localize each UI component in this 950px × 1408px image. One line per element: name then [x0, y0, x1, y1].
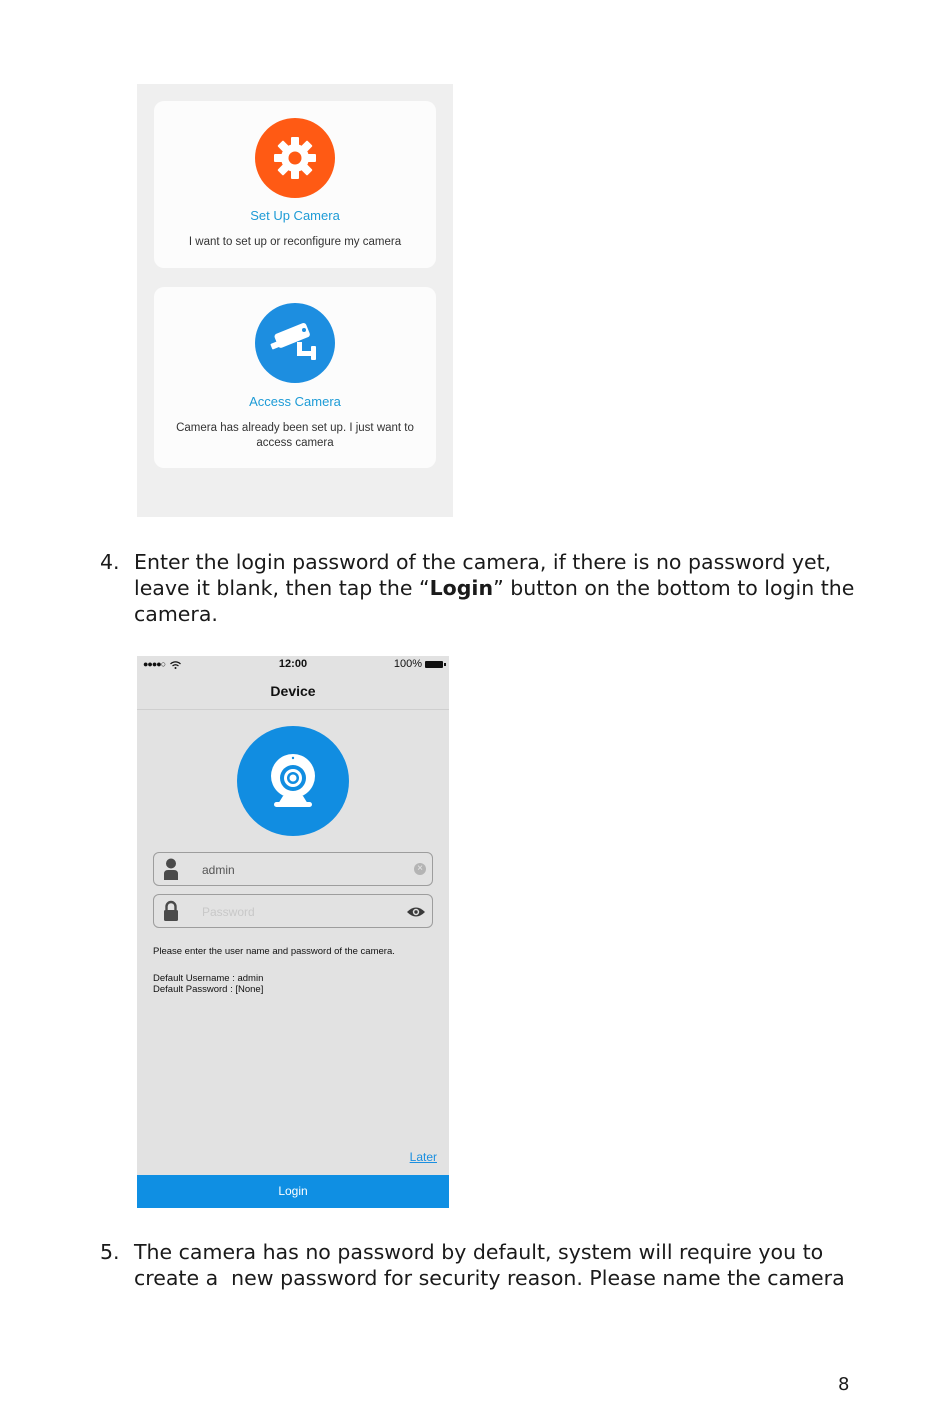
- nav-title: Device: [270, 683, 316, 699]
- access-camera-description: Camera has already been set up. I just want to access camera: [176, 422, 414, 449]
- step-number: 4.: [100, 550, 120, 574]
- show-password-eye-icon[interactable]: [406, 905, 426, 923]
- setup-camera-title: Set Up Camera: [250, 208, 340, 223]
- default-username-text: Default Username : admin: [153, 973, 264, 984]
- page-number: 8: [838, 1374, 850, 1395]
- username-field[interactable]: [153, 852, 433, 886]
- step-text: Enter the login password of the camera, if there is no password yet, leave it blank, then tap the “Login” button on the bottom to login the camera.: [134, 550, 855, 626]
- setup-camera-card[interactable]: [154, 101, 436, 268]
- clear-input-icon[interactable]: ×: [414, 863, 426, 875]
- login-hint-text: Please enter the user name and password of the camera.: [153, 946, 395, 957]
- access-camera-title: Access Camera: [249, 394, 341, 409]
- password-input[interactable]: [202, 902, 402, 922]
- default-credentials: [153, 973, 263, 995]
- signal-icon: ●●●●○: [143, 659, 181, 669]
- access-camera-card[interactable]: [154, 287, 436, 468]
- webcam-icon: [237, 726, 349, 836]
- camera-mode-screenshot: [137, 84, 453, 517]
- password-field[interactable]: [153, 894, 433, 928]
- battery-icon: [425, 661, 443, 668]
- login-button[interactable]: Login: [137, 1175, 449, 1208]
- username-input[interactable]: [202, 860, 402, 880]
- step-5-instruction: [100, 1239, 860, 1291]
- battery-percent: 100%: [393, 658, 422, 670]
- step-number: 5.: [100, 1240, 120, 1264]
- lock-icon: [163, 900, 179, 927]
- status-time: 12:00: [278, 658, 308, 670]
- setup-camera-description: I want to set up or reconfigure my camera: [188, 236, 402, 248]
- gear-icon: [255, 118, 335, 198]
- security-camera-icon: [255, 303, 335, 383]
- nav-divider: [137, 709, 449, 710]
- default-password-text: Default Password : [None]: [153, 984, 264, 995]
- device-login-screenshot: [137, 656, 449, 1208]
- status-bar: [137, 656, 449, 672]
- login-keyword: Login: [429, 576, 494, 600]
- later-link[interactable]: Later: [409, 1150, 437, 1164]
- step-4-instruction: [100, 549, 860, 627]
- step-text: The camera has no password by default, system will require you to create a new password for security reason. Please name the camera: [134, 1240, 845, 1290]
- user-icon: [163, 858, 179, 885]
